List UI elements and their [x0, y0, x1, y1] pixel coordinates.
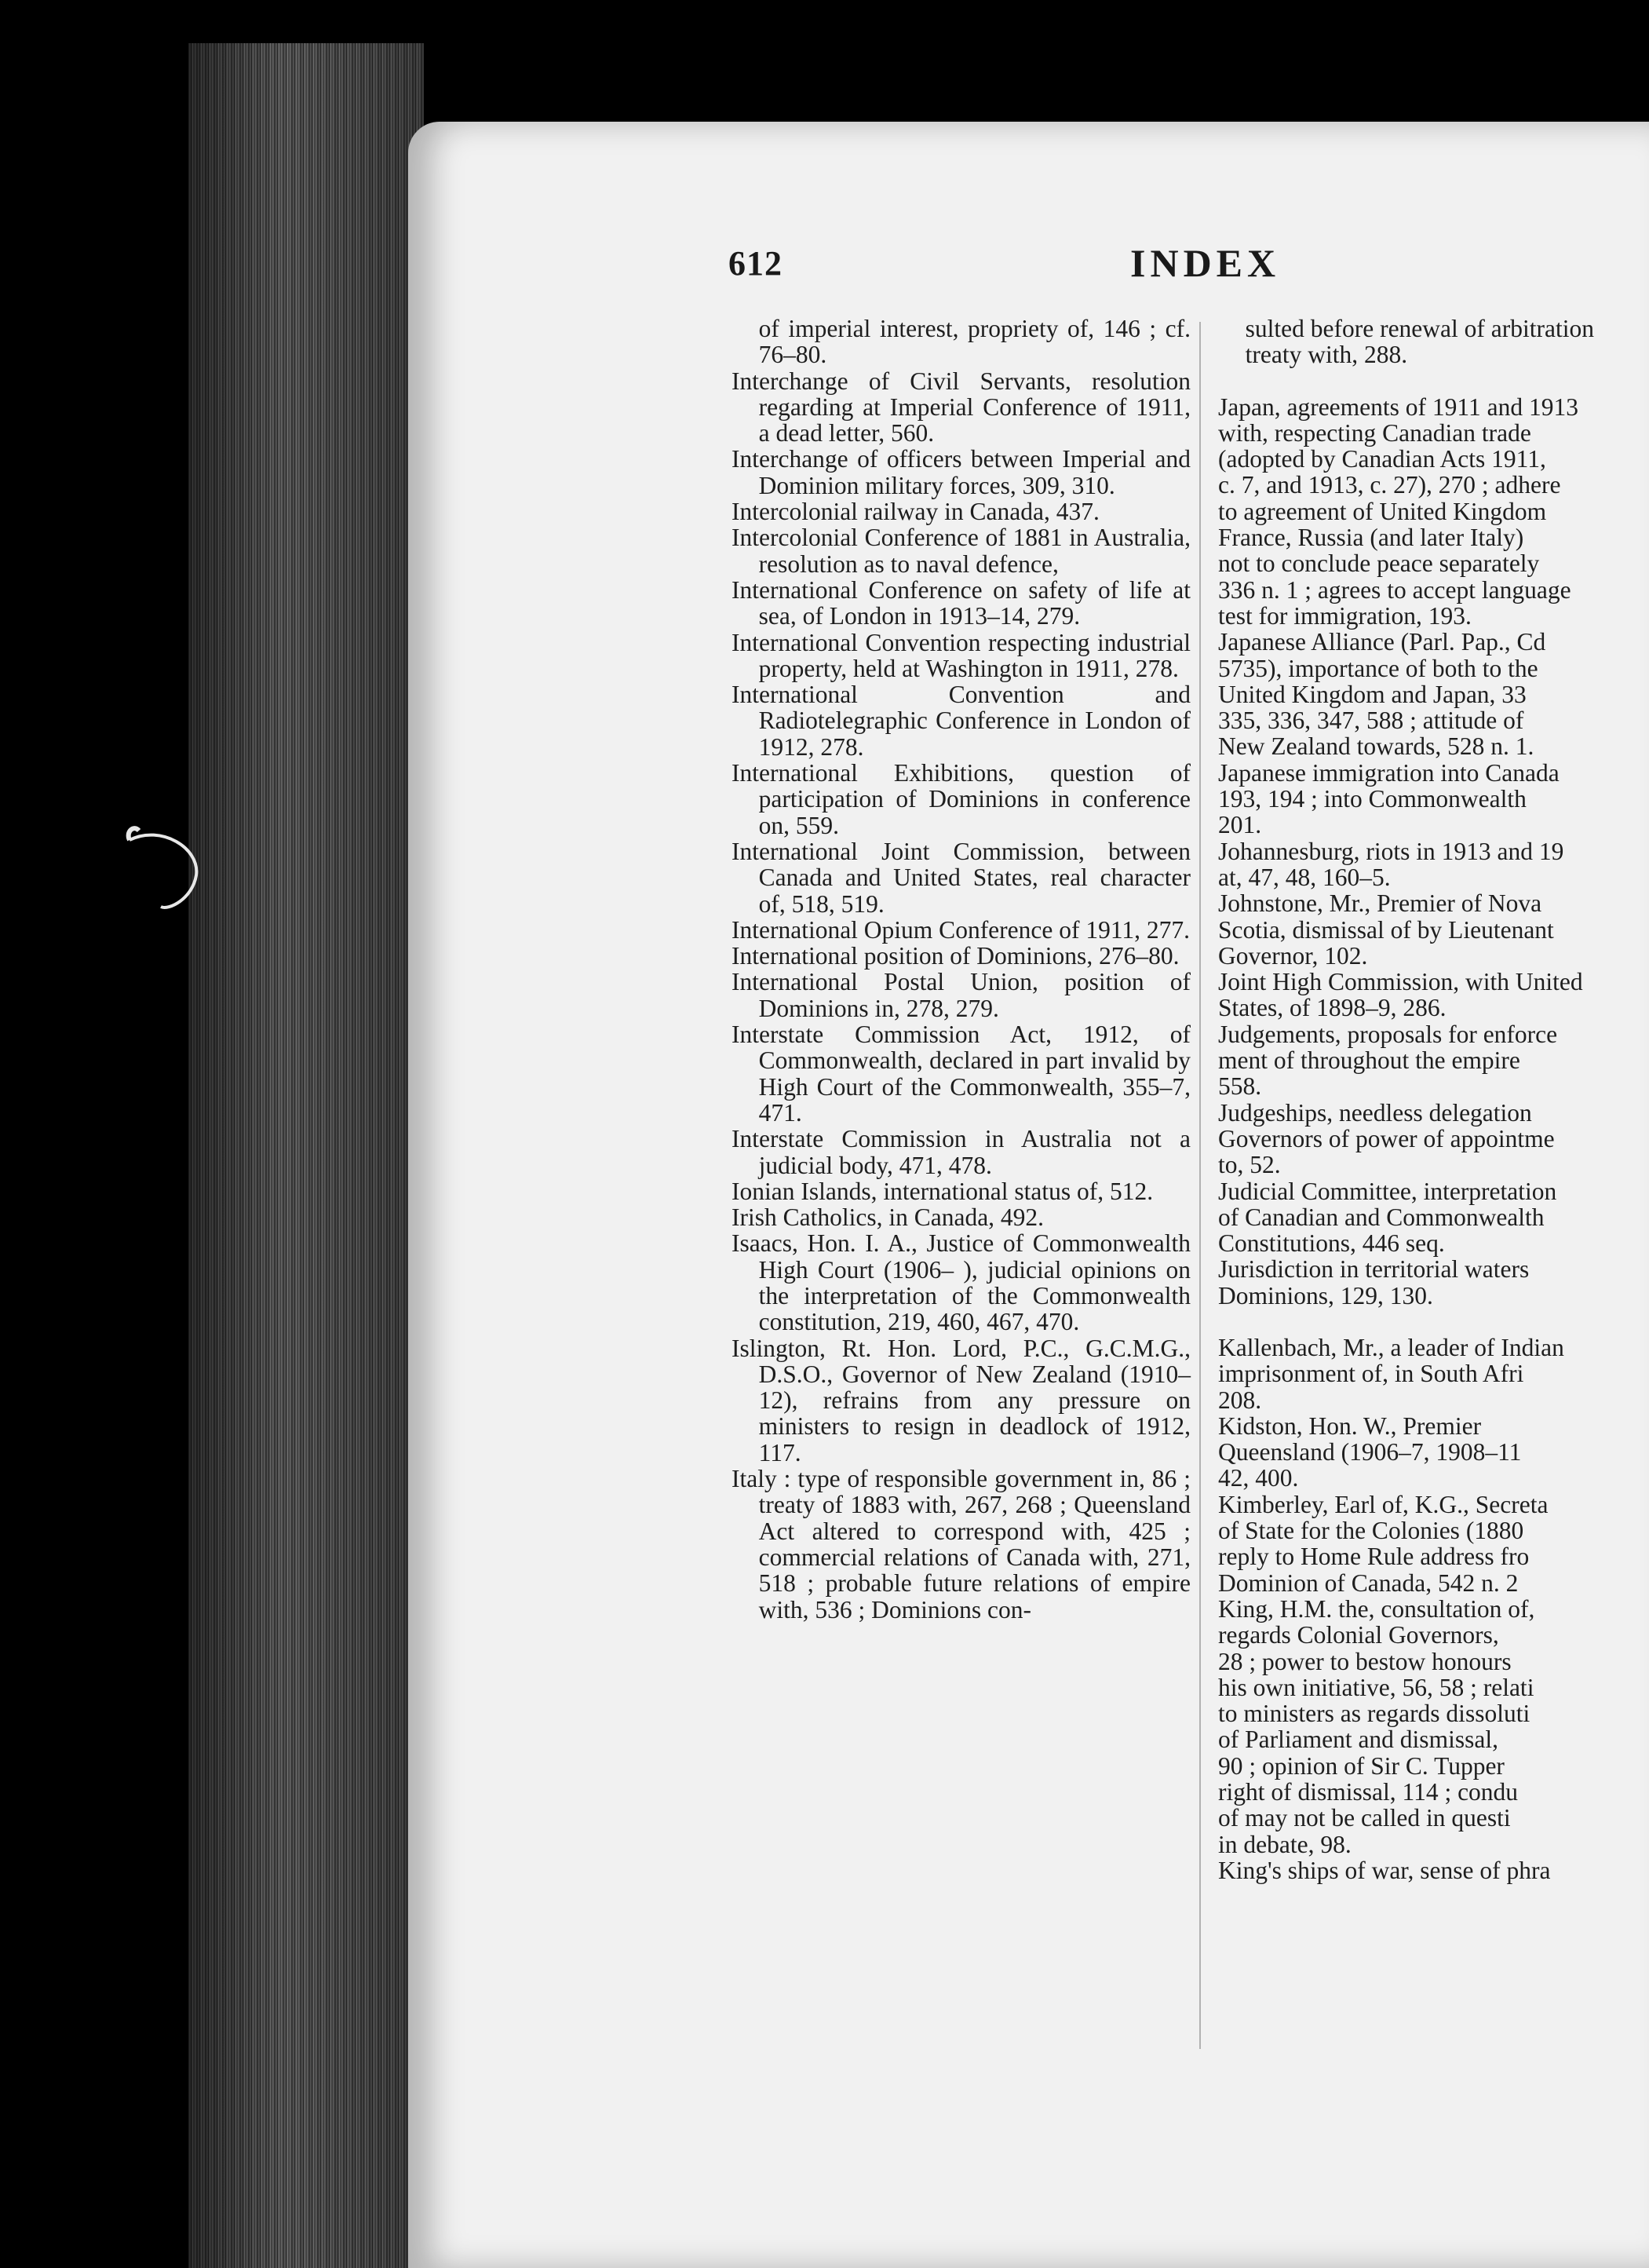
index-entry [1218, 1492, 1649, 1596]
index-entry-line: 5735), importance of both to the [1218, 654, 1538, 682]
index-entry-line: Governors of power of appointme [1218, 1124, 1555, 1152]
index-entry-line: Johannesburg, riots in 1913 and 19 [1218, 837, 1564, 865]
index-entry [1218, 838, 1649, 891]
index-entry-line: not to conclude peace separately [1218, 550, 1540, 578]
index-entry-line: Kimberley, Earl of, K.G., Secreta [1218, 1490, 1549, 1518]
index-entry-line: 336 n. 1 ; agrees to accept language [1218, 575, 1571, 604]
index-entry [1218, 316, 1649, 368]
index-column-right [1218, 316, 1649, 1883]
index-entry-line: (adopted by Canadian Acts 1911, [1218, 445, 1546, 473]
index-entry-line: with, respecting Canadian trade [1218, 418, 1531, 447]
index-entry-line: reply to Home Rule address fro [1218, 1543, 1530, 1571]
index-entry: International Joint Commission, between Canada and United States, real character of, 518, 519. [731, 837, 1191, 918]
index-entry [1218, 394, 1649, 630]
ink-mark-icon [114, 809, 216, 919]
index-entry-line: ment of throughout the empire [1218, 1046, 1520, 1075]
index-entry-line: Dominion of Canada, 542 n. 2 [1218, 1569, 1519, 1597]
index-entry-line: of Canadian and Commonwealth [1218, 1203, 1545, 1231]
index-entry-line: imprisonment of, in South Afri [1218, 1360, 1524, 1388]
index-column-right-clip [1209, 298, 1649, 2104]
index-entry-line: 193, 194 ; into Commonwealth [1218, 785, 1527, 813]
running-head: INDEX [1130, 241, 1281, 285]
index-entry: Ionian Islands, international status of, 512. [731, 1177, 1154, 1205]
index-entry: International Convention respecting industrial property, held at Washington in 1911, 278. [731, 628, 1191, 682]
index-entry-line: his own initiative, 56, 58 ; relati [1218, 1673, 1534, 1701]
index-entry-line: Queensland (1906–7, 1908–11 [1218, 1438, 1522, 1466]
index-entry-line: States, of 1898–9, 286. [1218, 994, 1447, 1022]
index-entry-line: Japan, agreements of 1911 and 1913 [1218, 393, 1578, 421]
index-entry-line: 558. [1218, 1072, 1262, 1101]
index-entry-line: Scotia, dismissal of by Lieutenant [1218, 915, 1554, 944]
index-entry-line: Constitutions, 446 seq. [1218, 1229, 1445, 1258]
page-number: 612 [728, 244, 783, 283]
index-entry: International Convention and Radiotelegraphic Conference in London of 1912, 278. [731, 681, 1191, 761]
index-entry [1218, 1335, 1649, 1413]
fore-edge-shadow [188, 43, 424, 2268]
index-entry [1218, 1178, 1649, 1257]
index-entry: Islington, Rt. Hon. Lord, P.C., G.C.M.G., D.S.O., Governor of New Zealand (1910–12), refrains from any pressure on ministers to resign in deadlock of 1912, 117. [731, 1334, 1191, 1466]
index-entry-line: United Kingdom and Japan, 33 [1218, 680, 1527, 708]
index-entry [1218, 1100, 1649, 1178]
index-entry-line: Governor, 102. [1218, 941, 1368, 970]
index-entry-line: at, 47, 48, 160–5. [1218, 863, 1391, 891]
index-entry-line: to ministers as regards dissoluti [1218, 1700, 1530, 1728]
index-entry-line: treaty with, 288. [1245, 341, 1408, 369]
index-entry-line: Jurisdiction in territorial waters [1218, 1255, 1530, 1284]
index-entry [1218, 629, 1649, 759]
index-entry [1218, 1021, 1649, 1100]
index-entry-line: of may not be called in questi [1218, 1804, 1511, 1832]
index-entry [1218, 1596, 1649, 1857]
index-entry-line: Johnstone, Mr., Premier of Nova [1218, 889, 1542, 918]
index-entry-line: Japanese Alliance (Parl. Pap., Cd [1218, 628, 1546, 656]
index-entry: Interchange of officers between Imperial and Dominion military forces, 309, 310. [731, 445, 1191, 499]
index-entry-line: 208. [1218, 1386, 1262, 1414]
index-entry [1218, 1413, 1649, 1492]
index-entry [1218, 1256, 1649, 1309]
index-entry-line: Kallenbach, Mr., a leader of Indian [1218, 1333, 1564, 1361]
index-entry-line: right of dismissal, 114 ; condu [1218, 1778, 1519, 1806]
index-entry-line: King's ships of war, sense of phra [1218, 1856, 1551, 1884]
index-entry: International Conference on safety of life at sea, of London in 1913–14, 279. [731, 575, 1191, 630]
index-entry [1218, 890, 1649, 969]
index-entry-line: New Zealand towards, 528 n. 1. [1218, 732, 1534, 761]
index-entry-line: of Parliament and dismissal, [1218, 1726, 1498, 1754]
index-entry: Interstate Commission in Australia not a judicial body, 471, 478. [731, 1125, 1191, 1179]
index-entry-line: Kidston, Hon. W., Premier [1218, 1412, 1482, 1440]
index-entry-line: 90 ; opinion of Sir C. Tupper [1218, 1751, 1505, 1780]
index-entry-line: Judgements, proposals for enforce [1218, 1020, 1558, 1048]
index-entry-line: 42, 400. [1218, 1464, 1299, 1492]
index-entry: Irish Catholics, in Canada, 492. [731, 1203, 1045, 1232]
index-entry-line: c. 7, and 1913, c. 27), 270 ; adhere [1218, 471, 1561, 499]
index-entry-line: of State for the Colonies (1880 [1218, 1517, 1524, 1545]
index-entry-line: Judicial Committee, interpretation [1218, 1177, 1557, 1205]
index-entry: Italy : type of responsible government in, 86 ; treaty of 1883 with, 267, 268 ; Queensland Act altered to correspond with, 425 ; commercial relations of Canada with, 271, 518 ; probable future relations of empire with, 536 ; Dominions con- [731, 1465, 1191, 1623]
index-entry: International Opium Conference of 1911, 277. [731, 915, 1191, 944]
index-entry: Intercolonial railway in Canada, 437. [731, 498, 1100, 526]
index-entry-line: test for immigration, 193. [1218, 601, 1472, 630]
index-entry-line: to, 52. [1218, 1151, 1281, 1179]
index-entry-line: Judgeships, needless delegation [1218, 1098, 1532, 1127]
index-entry-line: sulted before renewal of arbitration [1245, 315, 1594, 342]
index-entry-line: Japanese immigration into Canada [1218, 758, 1560, 787]
index-entry: Intercolonial Conference of 1881 in Australia, resolution as to naval defence, [731, 524, 1191, 578]
index-column-left [731, 316, 1191, 1623]
index-entry-line: France, Russia (and later Italy) [1218, 524, 1524, 552]
column-divider [1199, 322, 1201, 2049]
index-entry: Interstate Commission Act, 1912, of Commonwealth, declared in part invalid by High Court of the Commonwealth, 355–7, 471. [731, 1021, 1191, 1127]
index-entry-line: Joint High Commission, with United [1218, 968, 1583, 996]
index-entry-line: Dominions, 129, 130. [1218, 1281, 1433, 1309]
index-entry-line: King, H.M. the, consultation of, [1218, 1594, 1535, 1623]
index-entry-line: 335, 336, 347, 588 ; attitude of [1218, 707, 1524, 735]
index-entry: International position of Dominions, 276–80. [731, 942, 1180, 970]
index-entry [1218, 969, 1649, 1021]
index-entry: International Postal Union, position of Dominions in, 278, 279. [731, 968, 1191, 1022]
index-entry [1218, 1857, 1649, 1883]
index-entry: of imperial interest, propriety of, 146 ; cf. 76–80. [758, 315, 1191, 369]
index-entry-line: to agreement of United Kingdom [1218, 497, 1547, 525]
index-entry-line: regards Colonial Governors, [1218, 1621, 1499, 1649]
index-entry-line: in debate, 98. [1218, 1830, 1352, 1858]
index-entry [1218, 760, 1649, 838]
index-entry: International Exhibitions, question of participation of Dominions in conference on, 559. [731, 759, 1191, 839]
index-entry: Isaacs, Hon. I. A., Justice of Commonwealth High Court (1906– ), judicial opinions on the interpretation of the Commonwealth constitution, 219, 460, 467, 470. [731, 1229, 1191, 1336]
index-entry-line: 201. [1218, 811, 1262, 839]
index-entry-line: 28 ; power to bestow honours [1218, 1647, 1512, 1675]
index-entry: Interchange of Civil Servants, resolution regarding at Imperial Conference of 1911, a dead letter, 560. [731, 367, 1191, 447]
